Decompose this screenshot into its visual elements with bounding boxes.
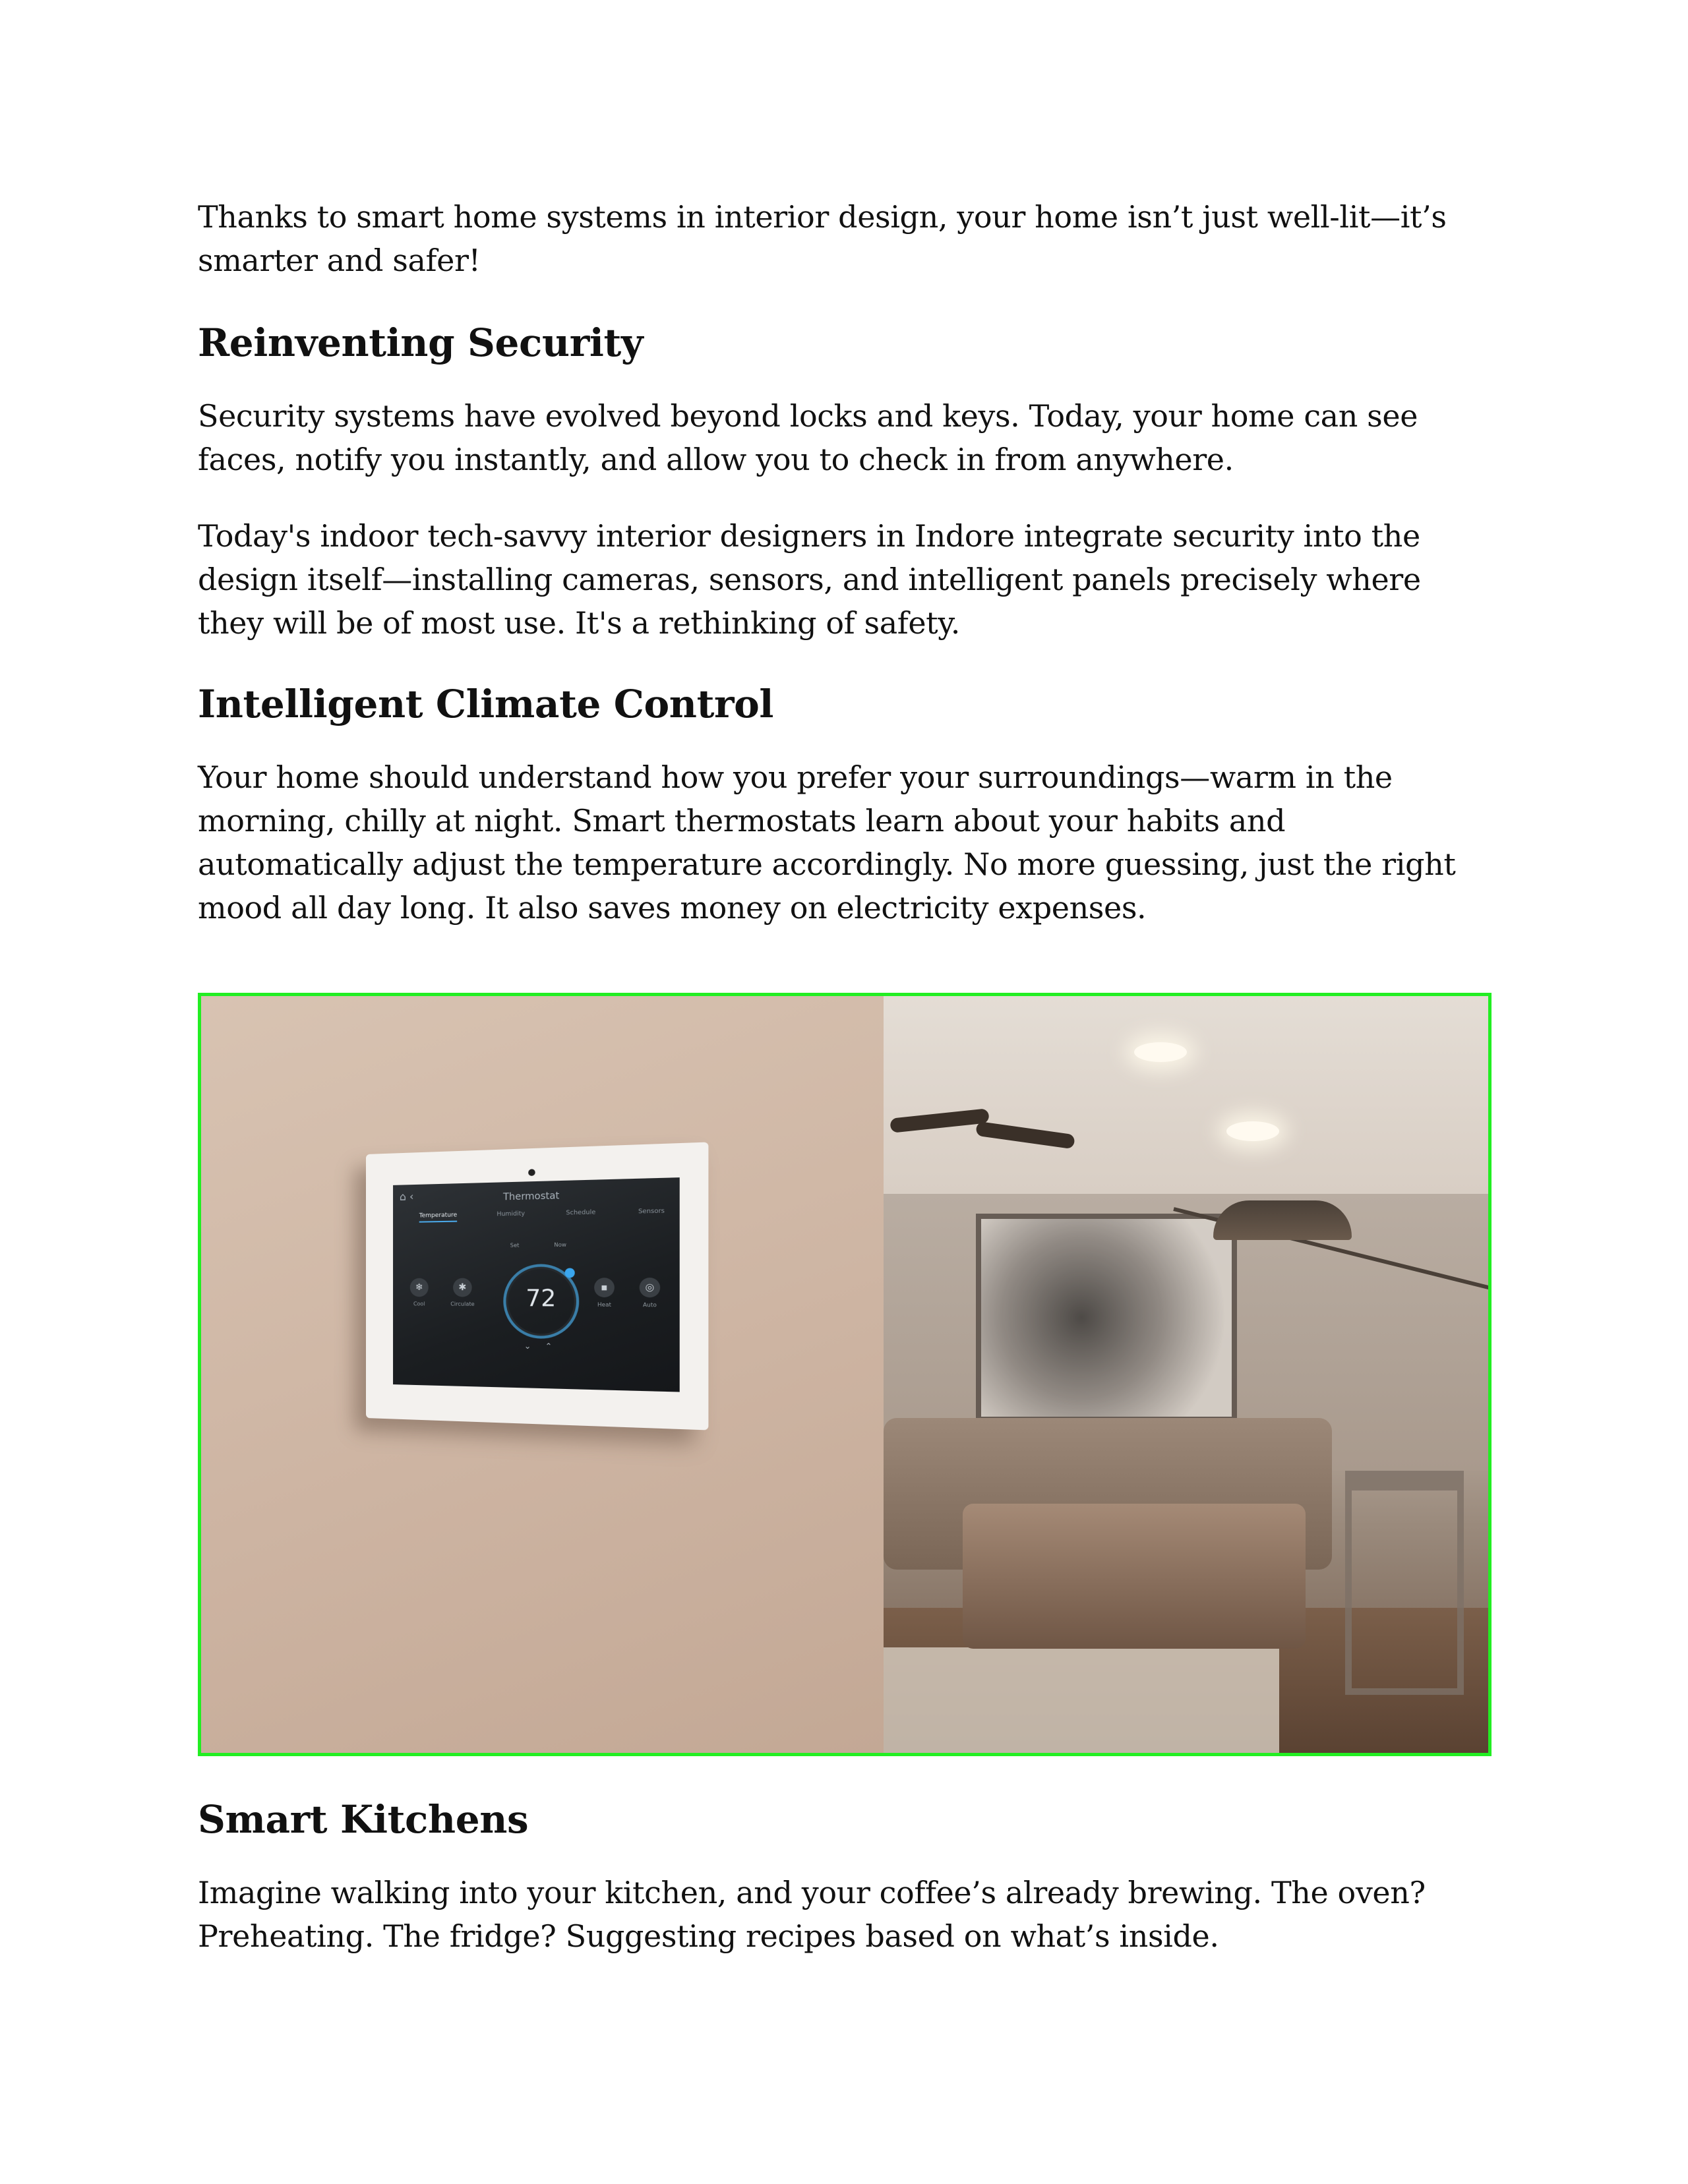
chevron-down-icon: ⌄ [524,1341,531,1351]
dial-knob [565,1268,575,1278]
fan-icon: ✱ [453,1278,472,1297]
thermostat-room-photo [198,993,1492,1756]
lamp-shade [1213,1200,1352,1240]
mode-heat: ▪ Heat [583,1278,626,1308]
temperature-value: 72 [526,1284,557,1313]
kitchens-paragraph: Imagine walking into your kitchen, and your coffee’s already brewing. The oven? Preheating. The fridge? Suggesting recipes based on what’s inside. [198,1875,1426,1954]
ceiling-fan [889,1108,989,1133]
tab-sensors: Sensors [638,1208,665,1216]
heading-smart-kitchens: Smart Kitchens [198,1797,529,1842]
article-content [198,195,1490,1958]
screen-tabs [419,1208,665,1223]
intro-paragraph: Thanks to smart home systems in interior design, your home isn’t just well-lit—it’s smarter and safer! [198,199,1447,278]
temperature-dial [503,1264,579,1339]
mode-auto: ◎ Auto [628,1278,672,1309]
set-label: Set [510,1242,520,1249]
tab-temperature: Temperature [419,1212,457,1222]
screen-title: Thermostat [502,1190,560,1203]
rug [884,1647,1279,1753]
thermostat-panel [366,1142,708,1430]
ceiling-light [1226,1121,1279,1141]
home-icon: ⌂ [399,1190,406,1203]
back-icon: ‹ [409,1190,414,1203]
living-room-background [884,996,1488,1753]
heading-intelligent-climate-control: Intelligent Climate Control [198,682,774,726]
heading-reinventing-security: Reinventing Security [198,320,644,365]
wall-art [976,1214,1237,1422]
tab-humidity: Humidity [497,1210,526,1218]
thermostat-screen [393,1177,680,1392]
snowflake-icon: ❄ [410,1278,429,1297]
security-paragraph-2: Today's indoor tech-savvy interior designers in Indore integrate security into the design itself—installing cameras, sensors, and intelligent panels precisely where they will be of most use. It's a rethinking of safety. [198,518,1421,641]
security-paragraph-1: Security systems have evolved beyond locks and keys. Today, your home can see faces, notify you instantly, and allow you to check in from anywhere. [198,398,1418,477]
camera-dot [528,1169,535,1176]
chevron-up-icon: ⌃ [545,1341,553,1351]
mode-cool: ❄ Cool [400,1278,439,1307]
ottoman [963,1504,1306,1649]
flame-icon: ▪ [594,1278,615,1297]
now-label: Now [554,1241,566,1249]
dining-chair [1345,1471,1464,1695]
ceiling-light [1134,1042,1187,1062]
tab-schedule: Schedule [566,1209,596,1217]
mode-circulate: ✱ Circulate [442,1278,483,1307]
climate-paragraph: Your home should understand how you prefer your surroundings—warm in the morning, chilly at night. Smart thermostats learn about your habits and automatically adjust the temperature accordingly. No more guessing, just the right mood all day long. It also saves money on electricity expenses. [198,759,1456,926]
auto-icon: ◎ [640,1278,660,1297]
